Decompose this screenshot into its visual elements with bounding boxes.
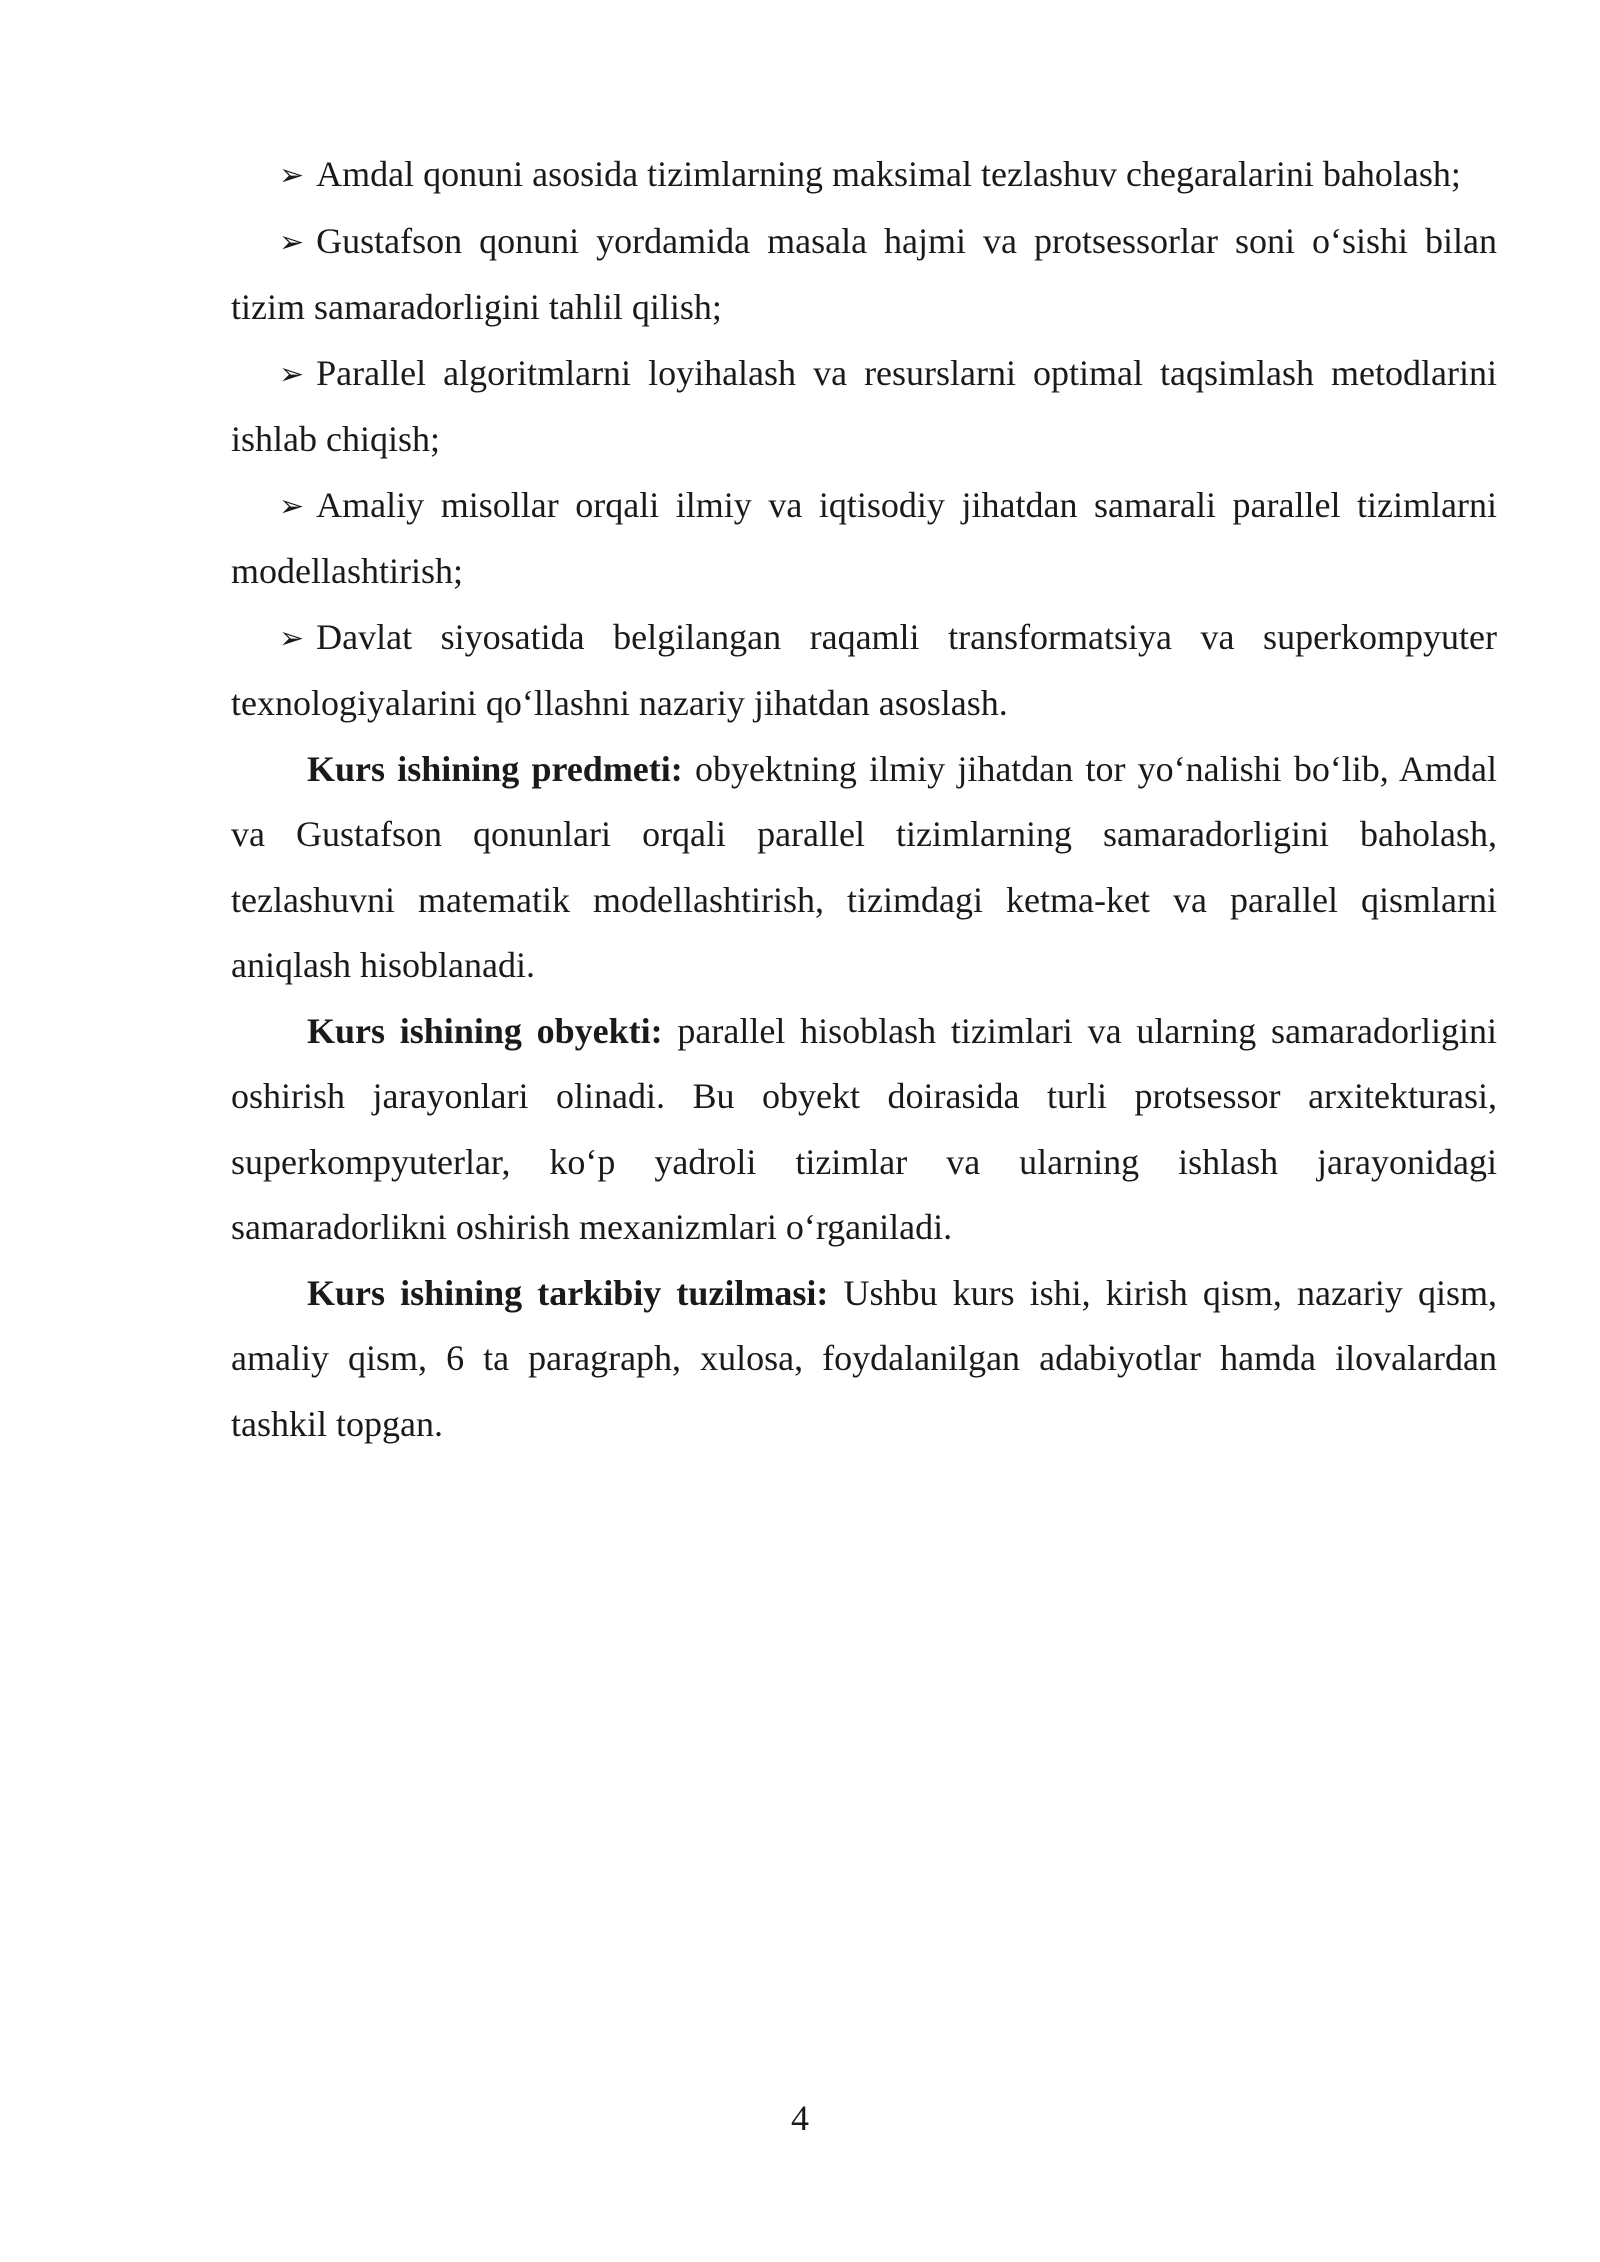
object-label: Kurs ishining obyekti: xyxy=(307,1010,663,1051)
objective-item xyxy=(231,341,1497,473)
objective-text: Davlat siyosatida belgilangan raqamli transformatsiya va superkompyuter texnologiyalarini qo‘llashni nazariy jihatdan asoslash. xyxy=(231,616,1497,723)
arrow-bullet-icon: ➢ xyxy=(279,158,305,193)
objective-item xyxy=(231,605,1497,737)
structure-text: Ushbu kurs ishi, kirish qism, nazariy qism, amaliy qism, 6 ta paragraph, xulosa, foydalanilgan adabiyotlar hamda ilovalardan tashkil topgan. xyxy=(231,1272,1497,1444)
page-number: 4 xyxy=(791,2098,809,2138)
objective-item xyxy=(231,209,1497,341)
objective-item xyxy=(231,142,1497,209)
subject-paragraph xyxy=(231,737,1497,999)
object-paragraph xyxy=(231,999,1497,1261)
object-text: parallel hisoblash tizimlari va ularning samaradorligini oshirish jarayonlari olinadi. Bu obyekt doirasida turli protsessor arxitekturasi, superkompyuterlar, ko‘p yadroli tizimlar va ularning ishlash jarayonidagi samaradorlikni oshirish mexanizmlari o‘rganiladi. xyxy=(231,1010,1497,1247)
arrow-bullet-icon: ➢ xyxy=(279,488,305,524)
arrow-bullet-icon: ➢ xyxy=(279,620,305,656)
objective-text: Amdal qonuni asosida tizimlarning maksimal tezlashuv chegaralarini baholash; xyxy=(316,154,1461,194)
structure-label: Kurs ishining tarkibiy tuzilmasi: xyxy=(307,1272,829,1313)
subject-text: obyektning ilmiy jihatdan tor yo‘nalishi bo‘lib, Amdal va Gustafson qonunlari orqali parallel tizimlarning samaradorligini baholash, tezlashuvni matematik modellashtirish, tizimdagi ketma-ket va parallel qismlarni aniqlash hisoblanadi. xyxy=(231,748,1497,985)
objective-text: Parallel algoritmlarni loyihalash va resurslarni optimal taqsimlash metodlarini ishlab chiqish; xyxy=(231,352,1497,459)
arrow-bullet-icon: ➢ xyxy=(279,356,305,392)
structure-paragraph xyxy=(231,1261,1497,1458)
arrow-bullet-icon: ➢ xyxy=(279,224,305,260)
objective-text: Amaliy misollar orqali ilmiy va iqtisodiy jihatdan samarali parallel tizimlarni modellashtirish; xyxy=(231,484,1497,591)
objective-item xyxy=(231,473,1497,605)
objective-text: Gustafson qonuni yordamida masala hajmi va protsessorlar soni o‘sishi bilan tizim samaradorligini tahlil qilish; xyxy=(231,220,1497,327)
page-content xyxy=(231,142,1497,1457)
subject-label: Kurs ishining predmeti: xyxy=(307,748,683,789)
